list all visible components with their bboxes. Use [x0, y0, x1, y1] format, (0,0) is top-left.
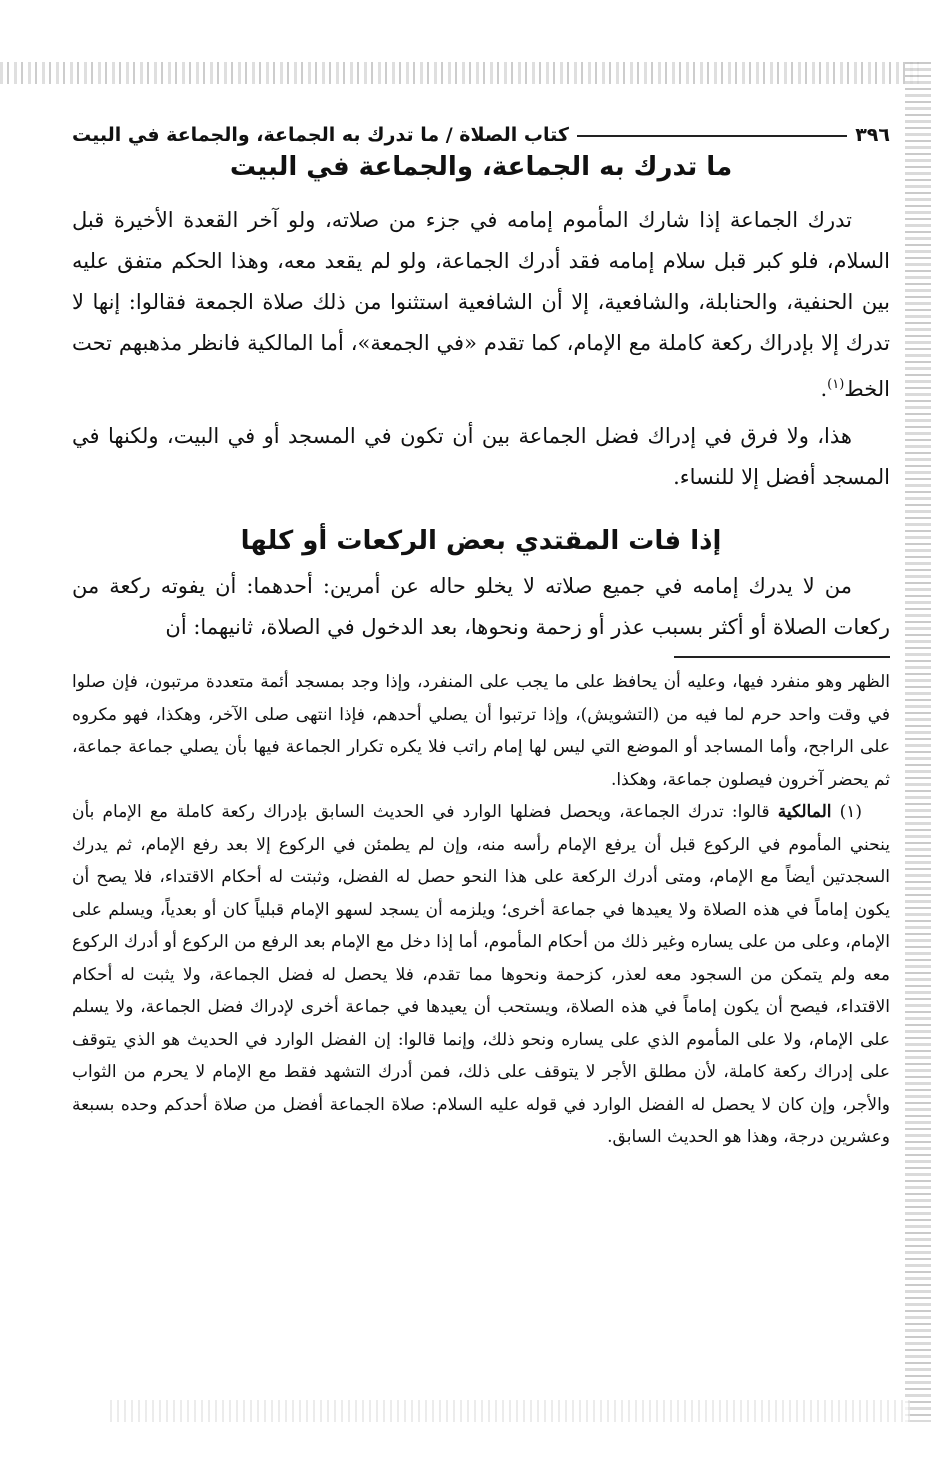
- paragraph-text: تدرك الجماعة إذا شارك المأموم إمامه في جزء من صلاته، ولو آخر القعدة الأخيرة قبل السلام، فلو كبر قبل سلام إمامه فقد أدرك الجماعة، ولو لم يقعد معه، وهذا الحكم متفق عليه بين الحنفية، والحنابلة، والشافعية، إلا أن الشافعية استثنوا من ذلك صلاة الجمعة فقالوا: إنها لا تدرك إلا بإدراك ركعة كاملة مع الإمام، كما تقدم «في الجمعة»، أما المالكية فانظر مذهبهم تحت الخط: [72, 208, 890, 401]
- page-content: [72, 112, 890, 1154]
- footnote-continuation: الظهر وهو منفرد فيها، وعليه أن يحافظ على ما يجب على المنفرد، وإذا وجد بمسجد أئمة متعددة مرتبون، فإن صلوا في وقت واحد حرم لما فيه من (التشويش)، وإذا ترتبوا أن يصلي أحدهم، فإذا انتهى صلى الآخر، وهكذا، فهو مكروه على الراجح، وأما المساجد أو الموضع التي ليس لها إمام راتب فلا يكره تكرار الجماعة فيها بأن يصلي جماعة جماعة، ثم يحضر آخرون فيصلون جماعة، وهكذا.: [72, 672, 890, 790]
- section-heading-congregation: ما تدرك به الجماعة، والجماعة في البيت: [229, 152, 733, 182]
- ornamental-border-top: [0, 62, 920, 84]
- footnote-text: قالوا: تدرك الجماعة، ويحصل فضلها الوارد في الحديث السابق بإدراك ركعة كاملة مع الإمام بأن ينحني المأموم في الركوع قبل أن يرفع الإمام رأسه منه، وإن لم يطمئن في الركوع إلا بعد رفع الإمام، ثم يدرك السجدتين أيضاً مع الإمام، ومتى أدرك الركعة على هذا النحو حصل له الفضل، وثبتت له أحكام الاقتداء، فلا يصح أن يكون إماماً في هذه الصلاة ولا يعيدها في جماعة أخرى؛ ويلزمه أن يسجد لسهو الإمام قبلياً كان أو بعدياً، ويسلم على الإمام، وعلى من على يساره وغير ذلك من أحكام المأموم، أما إذا دخل مع الإمام بعد الرفع من الركوع أو أدرك الركوع معه ولم يتمكن من السجود معه لعذر، كزحمة ونحوها مما تقدم، فلا يحصل له فضل الجماعة، ولا يثبت له أحكام الاقتداء، فيصح أن يكون إماماً في هذه الصلاة، ويستحب أن يعيدها في جماعة أخرى لإدراك فضل الجماعة، ولا يسلم على الإمام، ولا على المأموم الذي على يساره ونحو ذلك، وإنما قالوا: إن الفضل الوارد في الحديث هو الذي يتوقف على إدراك ركعة كاملة، لأن مطلق الأجر لا يتوقف على ذلك، فمن أدرك التشهد فقط مع الإمام لا يحرم من الثواب والأجر، وإن كان لا يحصل له الفضل الوارد في قوله عليه السلام: صلاة الجماعة أفضل من صلاة أحدكم وحده بسبعة وعشرين درجة، وهذا هو الحديث السابق.: [72, 802, 890, 1147]
- footnote-school-name: المالكية: [777, 802, 832, 822]
- paragraph-congregation-rule: [72, 200, 890, 410]
- footnote-number: (١): [839, 802, 863, 822]
- page-number: ٣٩٦: [855, 124, 890, 146]
- paragraph-end: .: [820, 377, 828, 401]
- header-rule: [577, 135, 847, 137]
- running-title: كتاب الصلاة / ما تدرك به الجماعة، والجماعة في البيت: [72, 124, 569, 146]
- section-heading-missed-rakaat: إذا فات المقتدي بعض الركعات أو كلها: [240, 526, 722, 556]
- ornamental-border-right: [905, 62, 931, 1422]
- footnote-1: [72, 796, 890, 1154]
- paragraph-congregation-home: هذا، ولا فرق في إدراك فضل الجماعة بين أن تكون في المسجد أو في البيت، ولكنها في المسجد أفضل إلا للنساء.: [72, 424, 890, 489]
- footnote-reference[interactable]: (١): [827, 377, 845, 392]
- paragraph-missed-rakaat: من لا يدرك إمامه في جميع صلاته لا يخلو حاله عن أمرين: أحدهما: أن يفوته ركعة من ركعات الصلاة أو أكثر بسبب عذر أو زحمة ونحوها، بعد الدخول في الصلاة، ثانيهما: أن: [72, 574, 890, 639]
- running-header: [72, 112, 890, 146]
- footnote-divider: [674, 656, 890, 658]
- ornamental-border-bottom: [110, 1400, 910, 1422]
